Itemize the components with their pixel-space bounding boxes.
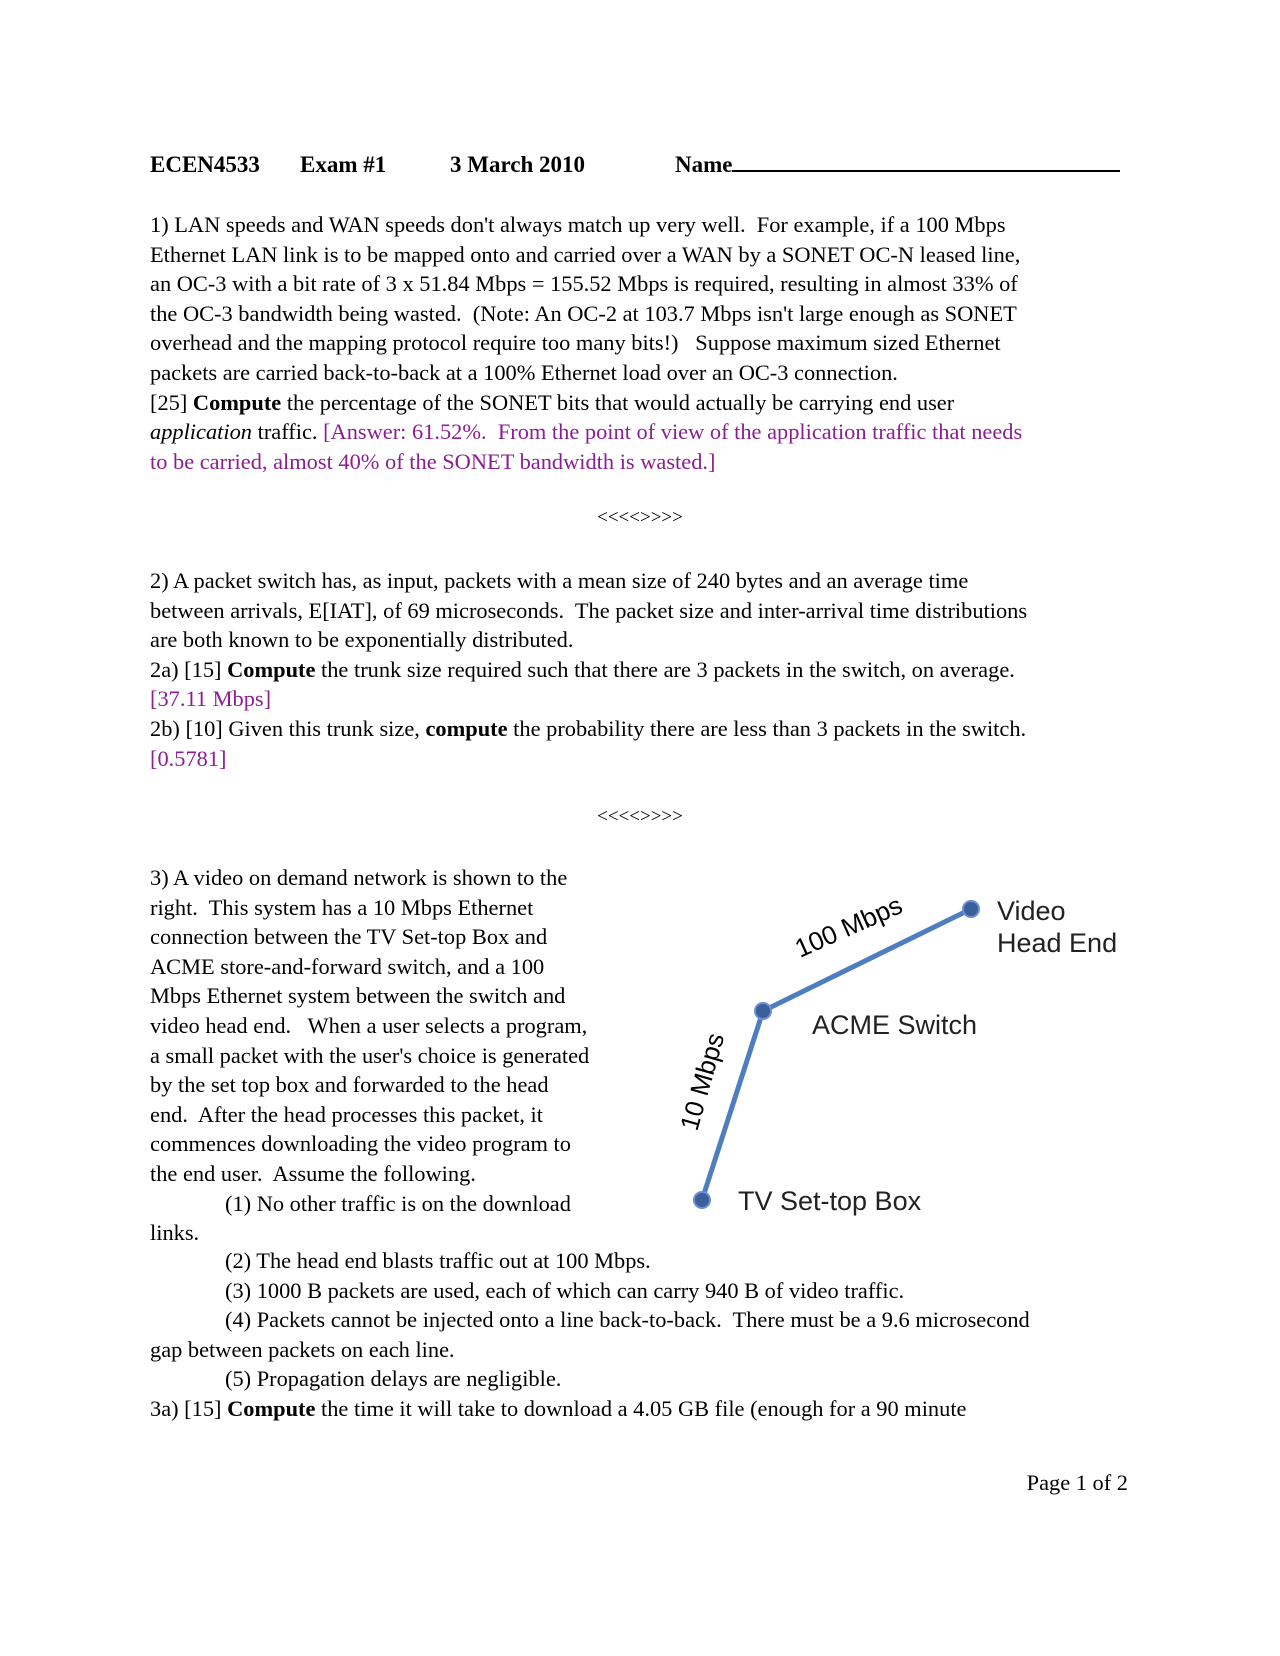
q2-line: are both known to be exponentially distributed. bbox=[150, 627, 574, 653]
q3-assumption-3: (3) 1000 B packets are used, each of which can carry 940 B of video traffic. bbox=[225, 1277, 905, 1303]
q1-line: an OC-3 with a bit rate of 3 x 51.84 Mbps = 155.52 Mbps is required, resulting in almost 33% of bbox=[150, 271, 1018, 297]
q2b-verb: compute bbox=[425, 715, 508, 741]
q3-line: the end user. Assume the following. bbox=[150, 1160, 476, 1186]
q1-line: overhead and the mapping protocol require too many bits!) Suppose maximum sized Ethernet bbox=[150, 330, 1001, 356]
q1-line: the OC-3 bandwidth being wasted. (Note: An OC-2 at 103.7 Mbps isn't large enough as SONET bbox=[150, 300, 1017, 326]
q2b-prefix: 2b) [10] Given this trunk size, bbox=[150, 715, 426, 741]
name-blank-line[interactable] bbox=[732, 150, 1120, 172]
q1-prompt bbox=[150, 388, 1132, 418]
q3-assumption-2: (2) The head end blasts traffic out at 100 Mbps. bbox=[225, 1248, 651, 1273]
separator: <<<<>>>> bbox=[597, 507, 683, 528]
q3-assumption-5: (5) Propagation delays are negligible. bbox=[225, 1366, 562, 1392]
question-1 bbox=[150, 210, 1132, 476]
q1-verb: Compute bbox=[192, 389, 282, 415]
q2a-prompt bbox=[150, 655, 1132, 685]
q1-answer: [Answer: 61.52%. From the point of view of the application traffic that needs bbox=[323, 419, 1023, 445]
q3-assumption-4: (4) Packets cannot be injected onto a line back-to-back. There must be a 9.6 microsecond bbox=[225, 1307, 1030, 1333]
q2b-prompt bbox=[150, 714, 1132, 744]
q2-line: 2) A packet switch has, as input, packets with a mean size of 240 bytes and an average time bbox=[150, 568, 969, 593]
q1-text-a: the percentage of the SONET bits that would actually be carrying end user bbox=[281, 389, 955, 415]
q1-prompt-cont bbox=[150, 417, 1132, 447]
q3a-verb: Compute bbox=[227, 1395, 316, 1421]
node-settop[interactable] bbox=[694, 1192, 710, 1208]
q2a-prefix: 2a) [15] bbox=[150, 656, 228, 682]
q3-line: right. This system has a 10 Mbps Ethernet bbox=[150, 894, 534, 920]
node-switch[interactable] bbox=[755, 1003, 771, 1019]
label-head-end: Head End bbox=[997, 928, 1118, 958]
course-code: ECEN4533 bbox=[150, 152, 260, 177]
q3-line: Mbps Ethernet system between the switch and bbox=[150, 983, 566, 1009]
q3-line: 3) A video on demand network is shown to the bbox=[150, 865, 568, 890]
node-headend[interactable] bbox=[963, 901, 979, 917]
q3-line: video head end. When a user selects a program, bbox=[150, 1012, 588, 1038]
q3-assumption-1: (1) No other traffic is on the download bbox=[225, 1190, 571, 1216]
q1-line: 1) LAN speeds and WAN speeds don't always match up very well. For example, if a 100 Mbps bbox=[150, 212, 1006, 237]
q3-line: a small packet with the user's choice is generated bbox=[150, 1042, 590, 1068]
q2a-text: the trunk size required such that there are 3 packets in the switch, on average. bbox=[315, 656, 1015, 682]
label-video: Video bbox=[997, 896, 1066, 926]
label-10mbps: 10 Mbps bbox=[673, 1029, 731, 1134]
q3-line: commences downloading the video program to bbox=[150, 1131, 571, 1157]
q3-line: end. After the head processes this packet, it bbox=[150, 1101, 543, 1127]
label-acme-switch: ACME Switch bbox=[812, 1010, 978, 1040]
separator: <<<<>>>> bbox=[597, 806, 683, 827]
q3-assumption-4-cont: gap between packets on each line. bbox=[150, 1336, 455, 1362]
q1-answer-cont: to be carried, almost 40% of the SONET bandwidth is wasted.] bbox=[150, 448, 716, 474]
exam-header bbox=[150, 150, 1130, 178]
q2b-answer: [0.5781] bbox=[150, 745, 227, 771]
q1-line: packets are carried back-to-back at a 100% Ethernet load over an OC-3 connection. bbox=[150, 359, 898, 385]
q1-italic-word: application bbox=[150, 419, 252, 445]
q1-points: [25] bbox=[150, 389, 193, 415]
question-3-intro bbox=[150, 863, 650, 1248]
exam-title: Exam #1 bbox=[300, 152, 387, 177]
q3-assumption-1-cont: links. bbox=[150, 1220, 200, 1246]
q2a-answer: [37.11 Mbps] bbox=[150, 686, 272, 712]
q3-line: by the set top box and forwarded to the head bbox=[150, 1072, 549, 1098]
q1-line: Ethernet LAN link is to be mapped onto and carried over a WAN by a SONET OC-N leased line, bbox=[150, 241, 1021, 267]
question-2 bbox=[150, 566, 1132, 773]
q3a-prompt bbox=[150, 1394, 1132, 1424]
page-number: Page 1 of 2 bbox=[1026, 1470, 1128, 1495]
exam-date: 3 March 2010 bbox=[450, 152, 586, 177]
network-diagram bbox=[640, 880, 1160, 1230]
q2a-verb: Compute bbox=[227, 656, 316, 682]
q2-line: between arrivals, E[IAT], of 69 microseconds. The packet size and inter-arrival time distributions bbox=[150, 597, 1028, 623]
q3-line: connection between the TV Set-top Box and bbox=[150, 924, 548, 950]
label-settop-box: TV Set-top Box bbox=[738, 1186, 922, 1216]
name-label: Name bbox=[675, 152, 733, 177]
q3a-text: the time it will take to download a 4.05 GB file (enough for a 90 minute bbox=[315, 1395, 967, 1421]
question-3-assumptions bbox=[150, 1246, 1132, 1424]
label-100mbps: 100 Mbps bbox=[790, 889, 907, 964]
q3-line: ACME store-and-forward switch, and a 100 bbox=[150, 953, 545, 979]
q1-text-b: traffic. bbox=[252, 419, 324, 445]
q2b-text: the probability there are less than 3 packets in the switch. bbox=[507, 715, 1027, 741]
q3a-prefix: 3a) [15] bbox=[150, 1395, 228, 1421]
